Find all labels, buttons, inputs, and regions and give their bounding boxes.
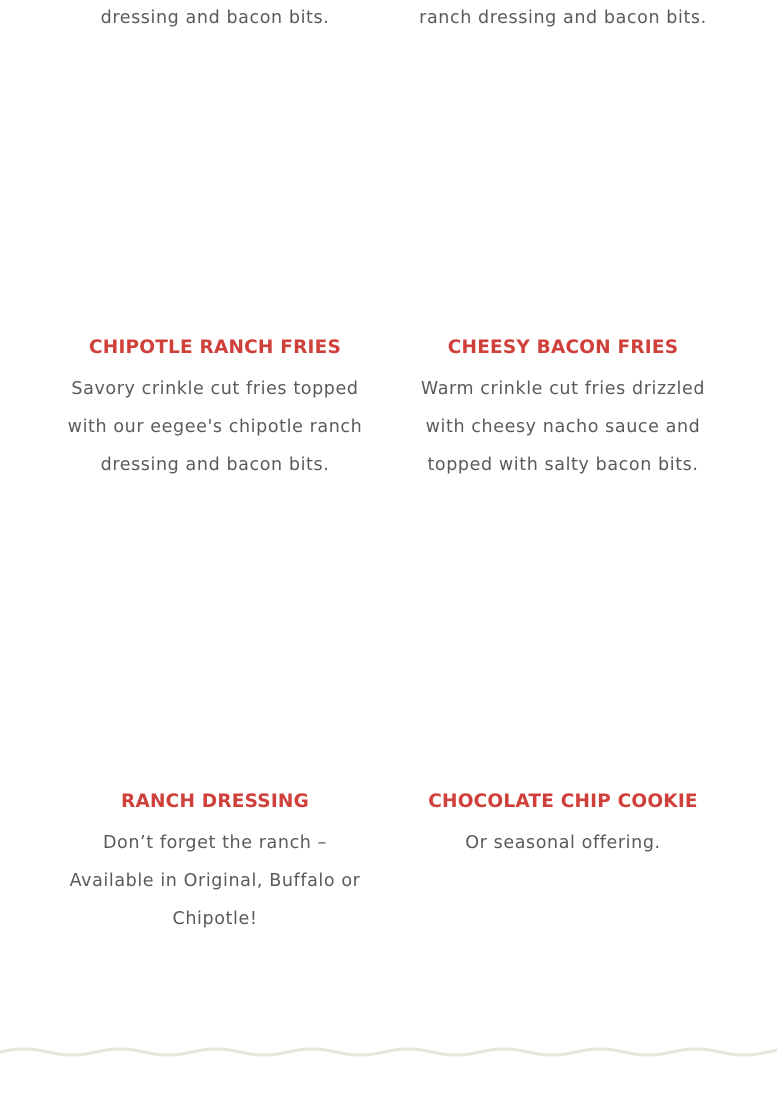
item-title: RANCH DRESSING xyxy=(121,791,309,812)
item-description: Or seasonal offering. xyxy=(465,833,661,853)
item-description: Savory crinkle cut fries topped with our eegee's chipotle ranch dressing and bacon bits. xyxy=(67,379,363,475)
menu-item-chocolate-chip-cookie xyxy=(408,790,718,862)
menu-item-cheesy-bacon-fries xyxy=(408,336,718,484)
wavy-divider xyxy=(0,1040,777,1064)
item-title: CHEESY BACON FRIES xyxy=(447,337,679,358)
menu-item-top-left xyxy=(60,0,370,37)
item-description: ranch dressing and bacon bits. xyxy=(419,8,707,28)
item-description: Don’t forget the ranch – Available in Original, Buffalo or Chipotle! xyxy=(69,833,361,929)
menu-item-top-right xyxy=(408,0,718,37)
item-description: dressing and bacon bits. xyxy=(100,8,330,28)
menu-item-chipotle-ranch-fries xyxy=(60,336,370,484)
menu-item-ranch-dressing xyxy=(60,790,370,938)
item-title: CHOCOLATE CHIP COOKIE xyxy=(428,791,698,812)
item-title: CHIPOTLE RANCH FRIES xyxy=(89,337,341,358)
wave-line-icon xyxy=(0,1040,777,1064)
item-description: Warm crinkle cut fries drizzled with cheesy nacho sauce and topped with salty bacon bits. xyxy=(420,379,706,475)
